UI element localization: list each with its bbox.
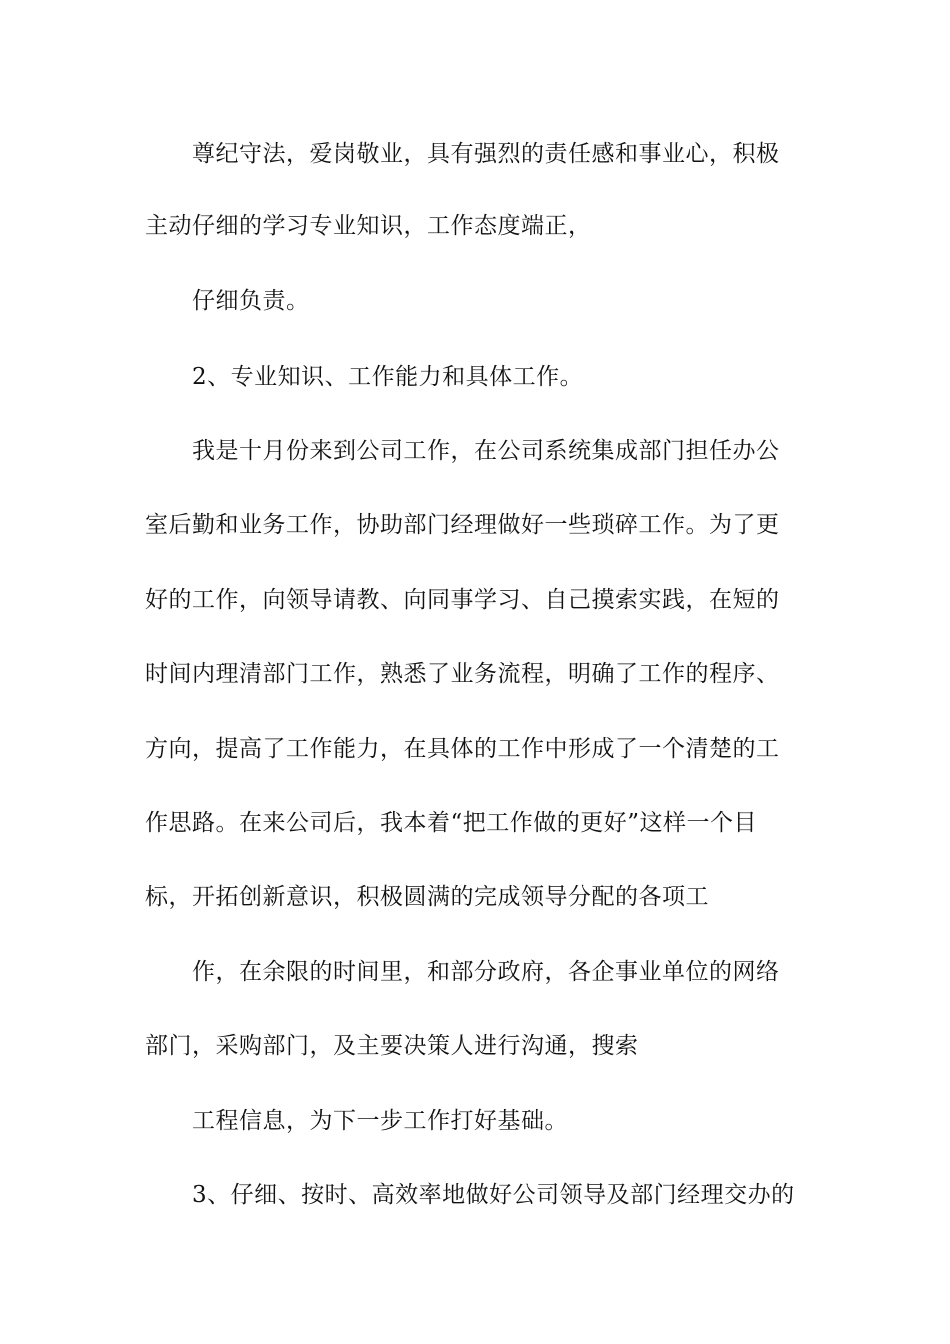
paragraph-line-9: 方向，提高了工作能力，在具体的工作中形成了一个清楚的工 <box>145 736 780 762</box>
paragraph-line-13: 部门，采购部门，及主要决策人进行沟通，搜索 <box>145 1033 639 1059</box>
paragraph-line-7: 好的工作，向领导请教、向同事学习、自己摸索实践，在短的 <box>145 587 780 613</box>
paragraph-line-6: 室后勤和业务工作，协助部门经理做好一些琐碎工作。为了更 <box>145 512 780 538</box>
paragraph-line-15: 3、仔细、按时、高效率地做好公司领导及部门经理交办的 <box>192 1182 795 1208</box>
paragraph-line-5: 我是十月份来到公司工作，在公司系统集成部门担任办公 <box>192 438 780 464</box>
paragraph-line-4: 2、专业知识、工作能力和具体工作。 <box>192 364 584 390</box>
paragraph-line-1: 尊纪守法，爱岗敬业，具有强烈的责任感和事业心，积极 <box>192 141 780 167</box>
paragraph-line-2: 主动仔细的学习专业知识，工作态度端正， <box>145 213 592 239</box>
paragraph-line-3: 仔细负责。 <box>192 288 310 314</box>
paragraph-line-11: 标，开拓创新意识，积极圆满的完成领导分配的各项工 <box>145 884 709 910</box>
paragraph-line-10: 作思路。在来公司后，我本着“把工作做的更好”这样一个目 <box>145 810 758 836</box>
paragraph-line-12: 作，在余限的时间里，和部分政府，各企事业单位的网络 <box>192 959 780 985</box>
paragraph-line-14: 工程信息，为下一步工作打好基础。 <box>192 1108 568 1134</box>
paragraph-line-8: 时间内理清部门工作，熟悉了业务流程，明确了工作的程序、 <box>145 661 780 687</box>
